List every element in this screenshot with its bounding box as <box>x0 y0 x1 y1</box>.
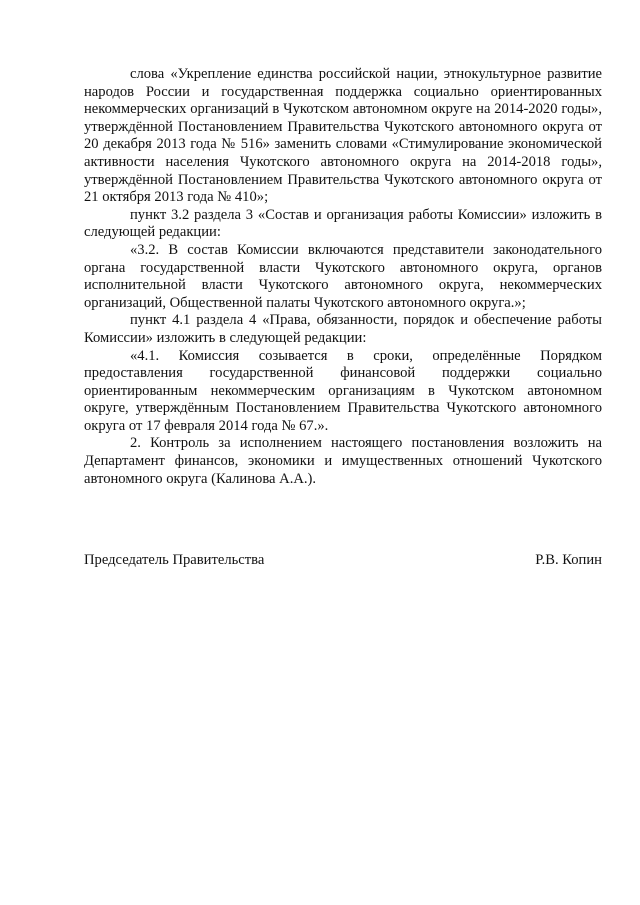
paragraph-replacement-words: слова «Укрепление единства российской нации, этнокультурное развитие народов России и государственная поддержка социально ориентированных некоммерческих организаций в Чукотском автономном округе на 2014-2020 годы», утверждённой Постановлением Правительства Чукотского автономного округа от 20 декабря 2013 года № 516» заменить словами «Стимулирование экономической активности населения Чукотского автономного округа на 2014-2018 годы», утверждённой Постановлением Правительства Чукотского автономного округа от 21 октября 2013 года № 410»; <box>84 66 602 206</box>
paragraph-control-clause: 2. Контроль за исполнением настоящего постановления возложить на Департамент финансов, экономики и имущественных отношений Чукотского автономного округа (Калинова А.А.). <box>84 435 602 487</box>
signatory-position: Председатель Правительства <box>84 552 265 568</box>
signature-block <box>84 552 602 570</box>
paragraph-point-3-2-text: «3.2. В состав Комиссии включаются представители законодательного органа государственной власти Чукотского автономного округа, органов исполнительной власти Чукотского автономного округа, некоммерческих организаций, Общественной палаты Чукотского автономного округа.»; <box>84 241 602 311</box>
paragraph-point-3-2-intro: пункт 3.2 раздела 3 «Состав и организация работы Комиссии» изложить в следующей редакции: <box>84 206 602 241</box>
signatory-name: Р.В. Копин <box>535 552 602 568</box>
document-body <box>84 66 602 488</box>
paragraph-point-4-1-intro: пункт 4.1 раздела 4 «Права, обязанности, порядок и обеспечение работы Комиссии» изложить в следующей редакции: <box>84 312 602 346</box>
paragraph-point-4-1-text: «4.1. Комиссия созывается в сроки, определённые Порядком предоставления государственной финансовой поддержки социально ориентированным некоммерческим организациям в Чукотском автономном округе, утверждённым Постановлением Правительства Чукотского автономного округа от 17 февраля 2014 года № 67.». <box>84 347 602 434</box>
